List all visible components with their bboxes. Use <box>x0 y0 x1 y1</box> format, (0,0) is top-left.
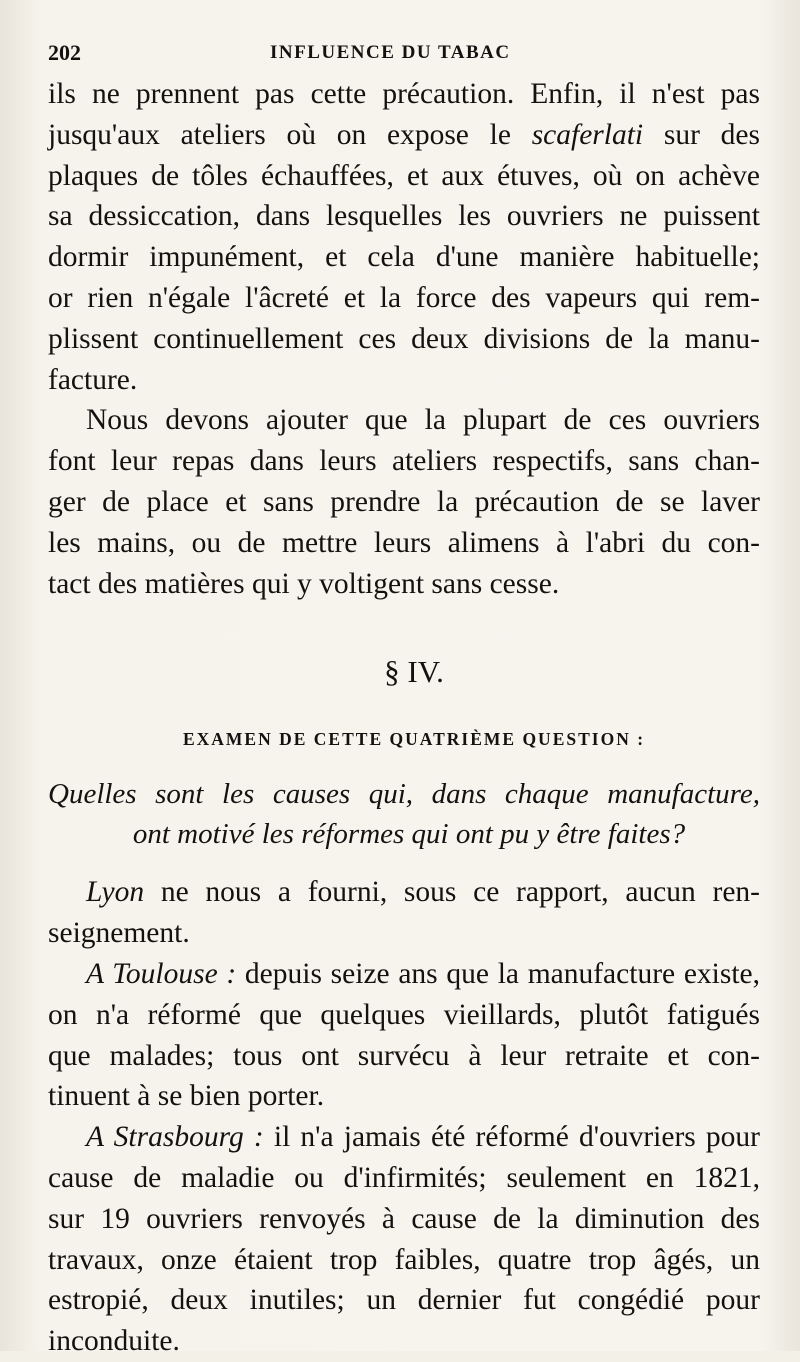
text-line <box>48 872 760 913</box>
page-number: 202 <box>48 40 81 65</box>
text-line: tact des matières qui y voltigent sans cesse. <box>48 567 560 600</box>
text-line: inconduite. <box>48 1325 180 1358</box>
section-question <box>48 774 760 854</box>
text-fragment: depuis seize ans que la manufacture existe, <box>236 957 761 990</box>
paragraph-strasbourg <box>48 1117 760 1362</box>
text-fragment: ne nous a fourni, sous ce rapport, aucun ren- <box>144 876 760 909</box>
text-line: font leur repas dans leurs ateliers respectifs, sans chan- <box>48 445 760 478</box>
text-line: Nous devons ajouter que la plupart de ces ouvriers <box>86 404 760 437</box>
text-line: que malades; tous ont survécu à leur retraite et con- <box>48 1039 760 1072</box>
question-line: ont motivé les réformes qui ont pu y être faites? <box>132 818 686 851</box>
paragraph-2 <box>48 400 760 604</box>
text-line: cause de maladie ou d'infirmités; seulement en 1821, <box>48 1161 760 1194</box>
text-line: plaques de tôles échauffées, et aux étuves, où on achève <box>48 159 760 192</box>
page-body <box>48 74 760 1362</box>
section-title: EXAMEN DE CETTE QUATRIÈME QUESTION : <box>182 729 646 750</box>
section-mark: § IV. <box>384 654 444 690</box>
city-name: Lyon <box>86 876 145 909</box>
text-line: les mains, ou de mettre leurs alimens à l'abri du con- <box>48 526 760 559</box>
text-line: ils ne prennent pas cette précaution. Enfin, il n'est pas <box>48 78 760 110</box>
text-line: sur 19 ouvriers renvoyés à cause de la diminution des <box>48 1202 760 1235</box>
text-line: sa dessiccation, dans lesquelles les ouvriers ne puissent <box>48 200 760 233</box>
text-line: plissent continuellement ces deux divisions de la manu- <box>48 322 760 355</box>
text-line: or rien n'égale l'âcreté et la force des vapeurs qui rem- <box>48 281 760 314</box>
spacer <box>48 604 760 652</box>
text-line <box>48 954 760 995</box>
text-fragment: il n'a jamais été réformé d'ouvriers pour <box>263 1121 760 1154</box>
spacer <box>48 854 760 872</box>
text-line: travaux, onze étaient trop faibles, quatre trop âgés, un <box>48 1243 760 1276</box>
city-name: A Toulouse : <box>86 957 237 990</box>
city-name: A Strasbourg : <box>86 1121 264 1154</box>
question-line: Quelles sont les causes qui, dans chaque manufacture, <box>48 778 760 811</box>
text-line <box>48 1117 760 1158</box>
italic-word: scaferlati <box>531 118 644 151</box>
paragraph-1 <box>48 74 760 400</box>
text-line: dormir impunément, et cela d'une manière habituelle; <box>48 241 760 274</box>
paragraph-lyon <box>48 872 760 954</box>
running-title: INFLUENCE DU TABAC <box>270 42 511 63</box>
page-header <box>48 40 760 70</box>
text-line: facture. <box>48 363 138 396</box>
text-line: seignement. <box>48 917 190 950</box>
text-line: ger de place et sans prendre la précaution de se laver <box>48 485 760 518</box>
text-fragment: jusqu'aux ateliers où on expose le <box>48 118 532 151</box>
text-line: tinuent à se bien porter. <box>48 1080 325 1113</box>
text-line <box>48 115 760 156</box>
text-line: on n'a réformé que quelques vieillards, plutôt fatigués <box>48 998 760 1031</box>
paragraph-toulouse <box>48 954 760 1117</box>
text-fragment: sur des <box>643 118 760 151</box>
text-line: estropié, deux inutiles; un dernier fut congédié pour <box>48 1284 760 1317</box>
